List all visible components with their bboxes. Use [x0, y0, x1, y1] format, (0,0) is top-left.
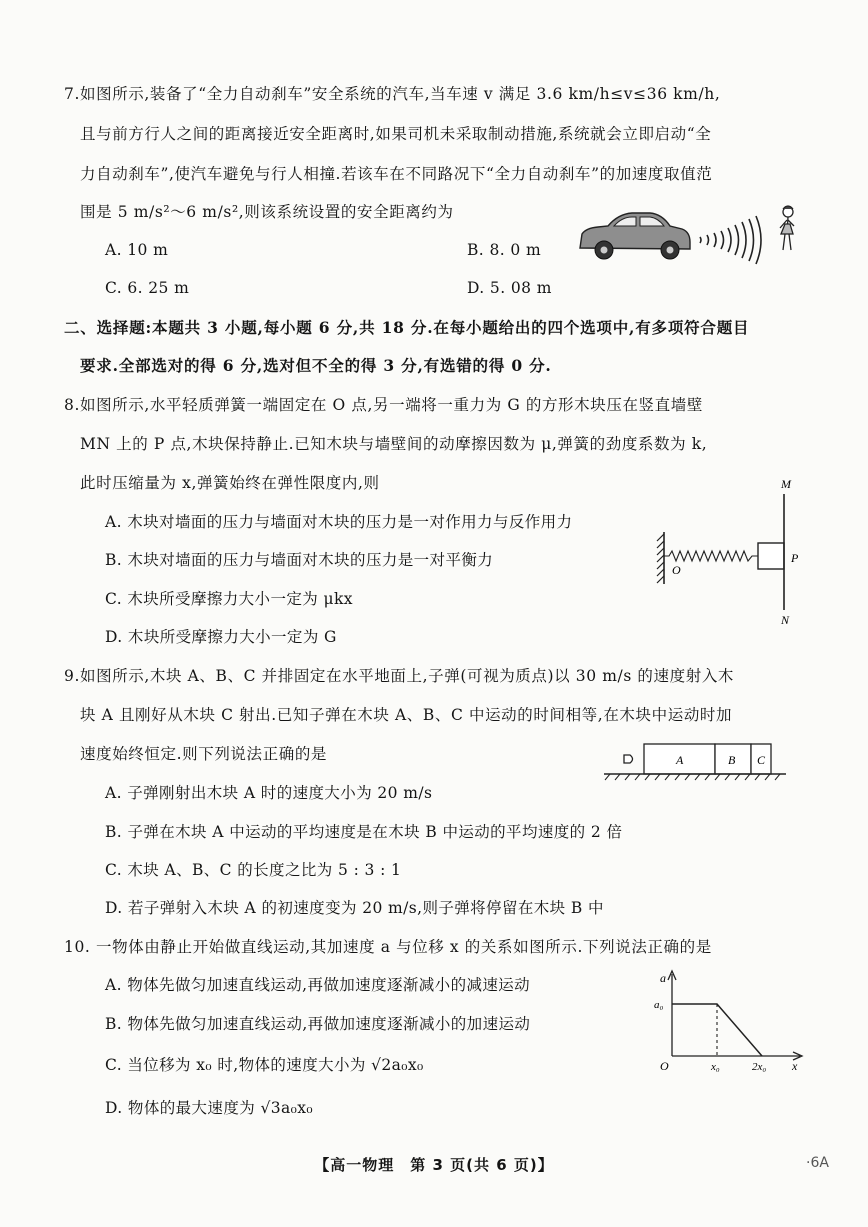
car-icon [580, 213, 690, 259]
spring [664, 551, 758, 561]
q9-line-2: 块 A 且刚好从木块 C 射出.已知子弹在木块 A、B、C 中运动的时间相等,在木块中运动时加 [80, 706, 733, 724]
q10-option-a: A. 物体先做匀加速直线运动,再做加速度逐渐减小的减速运动 [105, 976, 531, 994]
page-footer: 【高一物理 第 3 页(共 6 页)】 [314, 1156, 554, 1174]
ground-hatch [604, 774, 786, 780]
q8-option-b: B. 木块对墙面的压力与墙面对木块的压力是一对平衡力 [105, 551, 494, 569]
q9-line-1: 9.如图所示,木块 A、B、C 并排固定在水平地面上,子弹(可视为质点)以 30 m/s 的速度射入木 [64, 667, 735, 685]
q8-option-d: D. 木块所受摩擦力大小一定为 G [105, 628, 337, 646]
block-b-label: B [728, 753, 736, 767]
q7-line-4: 围是 5 m/s²～6 m/s²,则该系统设置的安全距离约为 [80, 203, 454, 221]
label-m: M [781, 477, 791, 491]
block-c-label: C [757, 753, 766, 767]
spring-wall-figure [652, 472, 812, 632]
sound-wave-icon [700, 216, 761, 264]
q10-option-c: C. 当位移为 x₀ 时,物体的速度大小为 √2a₀x₀ [105, 1056, 424, 1074]
label-n: N [781, 613, 790, 627]
car-sensor-figure [574, 200, 814, 272]
acceleration-displacement-graph [650, 966, 810, 1078]
q8-line-2: MN 上的 P 点,木块保持静止.已知木块与墙壁间的动摩擦因数为 μ,弹簧的劲度系数为 k, [80, 435, 708, 453]
q7-line-2: 且与前方行人之间的距离接近安全距离时,如果司机未采取制动措施,系统就会立即启动“全 [80, 125, 712, 143]
bullet-blocks-figure [600, 738, 790, 784]
section-2-line-1: 二、选择题:本题共 3 小题,每小题 6 分,共 18 分.在每小题给出的四个选项中,有多项符合题目 [64, 318, 750, 337]
wooden-block [758, 543, 784, 569]
q7-option-a: A. 10 m [105, 241, 169, 259]
q10-option-b: B. 物体先做匀加速直线运动,再做加速度逐渐减小的加速运动 [105, 1015, 531, 1033]
q8-line-1: 8.如图所示,水平轻质弹簧一端固定在 O 点,另一端将一重力为 G 的方形木块压在竖直墙壁 [64, 396, 703, 414]
q10-option-d: D. 物体的最大速度为 √3a₀x₀ [105, 1099, 314, 1117]
q7-line-3: 力自动刹车”,使汽车避免与行人相撞.若该车在不同路况下“全力自动刹车”的加速度取值范 [80, 165, 713, 183]
q9-option-c: C. 木块 A、B、C 的长度之比为 5 : 3 : 1 [105, 861, 402, 879]
label-a: a [660, 971, 666, 985]
q7-option-c: C. 6. 25 m [105, 279, 190, 297]
q8-option-a: A. 木块对墙面的压力与墙面对木块的压力是一对作用力与反作用力 [105, 513, 573, 531]
q9-option-d: D. 若子弹射入木块 A 的初速度变为 20 m/s,则子弹将停留在木块 B 中 [105, 899, 604, 917]
section-2-line-2: 要求.全部选对的得 6 分,选对但不全的得 3 分,有选错的得 0 分. [80, 356, 552, 375]
q9-option-b: B. 子弹在木块 A 中运动的平均速度是在木块 B 中运动的平均速度的 2 倍 [105, 823, 623, 841]
fixed-wall-hatch [657, 532, 664, 584]
q10-line-1: 10. 一物体由静止开始做直线运动,其加速度 a 与位移 x 的关系如图所示.下列说法正确的是 [64, 938, 712, 956]
bullet-icon [624, 755, 633, 763]
q8-option-c: C. 木块所受摩擦力大小一定为 μkx [105, 590, 353, 608]
q9-line-3: 速度始终恒定.则下列说法正确的是 [80, 745, 328, 763]
corner-mark: ·6A [806, 1155, 829, 1171]
label-x0: x₀ [711, 1061, 720, 1073]
q7-option-d: D. 5. 08 m [467, 279, 552, 297]
block-a-label: A [676, 753, 684, 767]
q7-option-b: B. 8. 0 m [467, 241, 542, 259]
label-a0: a₀ [654, 999, 664, 1011]
label-2x0: 2x₀ [752, 1061, 767, 1073]
label-o: O [672, 563, 681, 577]
label-origin: O [660, 1059, 669, 1073]
label-x: x [792, 1059, 798, 1073]
q7-line-1: 7.如图所示,装备了“全力自动刹车”安全系统的汽车,当车速 v 满足 3.6 km/h≤v≤36 km/h, [64, 85, 721, 103]
label-p: P [791, 551, 799, 565]
pedestrian-icon [780, 206, 794, 250]
q8-line-3: 此时压缩量为 x,弹簧始终在弹性限度内,则 [80, 474, 380, 492]
q9-option-a: A. 子弹刚射出木块 A 时的速度大小为 20 m/s [105, 784, 433, 802]
